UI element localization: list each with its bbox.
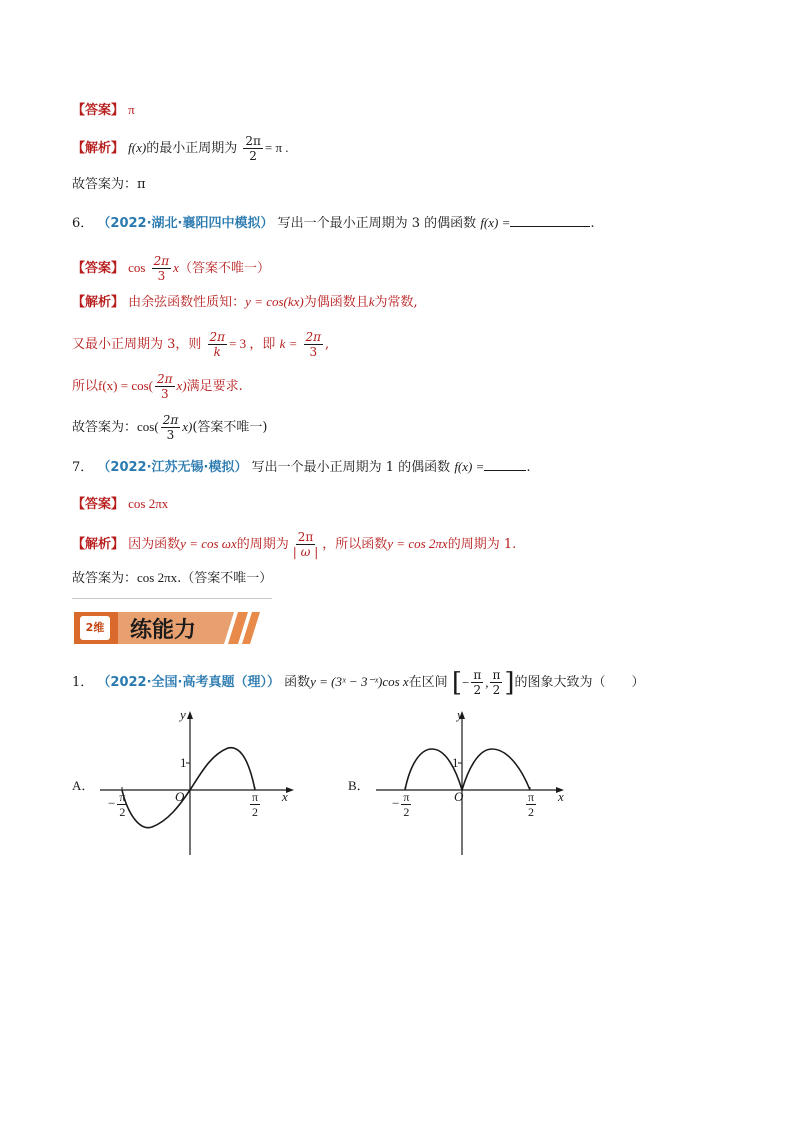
a-y-label: y	[180, 707, 186, 722]
q7-answer: cos 2πx	[128, 496, 169, 511]
p1-source: （2022·全国·高考真题（理））	[97, 675, 280, 690]
option-a-graph[interactable]	[90, 705, 310, 865]
q5-analysis-tail: = π .	[264, 140, 289, 155]
b-origin: O	[454, 789, 464, 804]
a-x-label: x	[282, 789, 288, 804]
q6-fx: f(x) =	[480, 215, 511, 230]
q7-number: 7．	[72, 460, 94, 475]
section-badge: 2维	[80, 616, 110, 640]
q5-fraction: $\frac{2\pi}{2}$	[245, 134, 261, 163]
q6-stem: 写出一个最小正周期为 3 的偶函数	[277, 216, 477, 231]
q6-stem-line: 6． （2022·湖北·襄阳四中模拟） 写出一个最小正周期为 3 的偶函数 f(x) = .	[72, 215, 595, 231]
q7-answer-line	[72, 495, 168, 514]
b-pos-tick: $\frac{\pi}{2}$	[528, 790, 535, 819]
q6-analysis-line2: 又最小正周期为 3，则 $\frac{2\pi}{k}$ = 3 ，即 k = $\frac{2\pi}{3}$ ,	[72, 330, 330, 359]
a-origin: O	[175, 789, 185, 804]
q7-stem-line: 7． （2022·江苏无锡·模拟） 写出一个最小正周期为 1 的偶函数 f(x) = .	[72, 459, 531, 475]
answer-tag: 【答案】	[72, 103, 125, 118]
analysis-tag: 【解析】	[72, 295, 125, 310]
q5-conclusion: 故答案为：π	[72, 177, 146, 192]
section-divider	[72, 598, 272, 599]
q6-analysis-line3: 所以f(x) = cos( $\frac{2\pi}{3}$ x)满足要求.	[72, 372, 243, 401]
p1-function: y = (3ˣ − 3⁻ˣ)cos x	[310, 674, 409, 689]
p1-stem-line: 1． （2022·全国·高考真题（理）） 函数y = (3ˣ − 3⁻ˣ)cos x在区间 [ − $\frac{\pi}{2}$ , $\frac{\pi}{2}$ ] 的图象大致为（ ）	[72, 667, 645, 698]
q7-conclusion: 故答案为：cos 2πx.（答案不唯一）	[72, 570, 273, 586]
section-title: 练能力	[130, 618, 197, 643]
a-one-tick: 1	[180, 755, 187, 770]
b-neg-tick: − $\frac{\pi}{2}$	[392, 790, 410, 819]
q7-analysis-line: 【解析】 因为函数y = cos ωx的周期为 $\frac{2\pi}{| \omega |}$ ，所以函数y = cos 2πx的周期为 1.	[72, 530, 517, 559]
curve-a	[122, 748, 255, 828]
q5-analysis-line	[72, 134, 289, 163]
q5-answer: π	[128, 102, 135, 117]
answer-tag: 【答案】	[72, 261, 125, 276]
q6-answer-fraction: $\frac{2\pi}{3}$	[153, 254, 170, 283]
q7-answer-blank	[484, 470, 526, 471]
analysis-tag: 【解析】	[72, 141, 125, 156]
q6-answer-blank	[510, 226, 590, 227]
q6-number: 6．	[72, 216, 94, 231]
option-a-label[interactable]: A．	[72, 778, 95, 793]
section-banner	[74, 610, 270, 646]
option-b-label[interactable]: B．	[348, 778, 370, 793]
q6-answer-line: 【答案】 cos $\frac{2\pi}{3}$ x（答案不唯一）	[72, 254, 270, 283]
q5-answer-line	[72, 101, 135, 120]
a-pos-tick: $\frac{\pi}{2}$	[252, 790, 259, 819]
b-y-label: y	[457, 707, 463, 722]
q6-analysis-line1: 【解析】 由余弦函数性质知：y = cos(kx)为偶函数且k为常数,	[72, 294, 418, 310]
curve-b	[405, 749, 530, 790]
q7-fx: f(x) =	[454, 459, 485, 474]
answer-tag: 【答案】	[72, 497, 125, 512]
q6-conclusion: 故答案为：cos( $\frac{2\pi}{3}$ x)(答案不唯一)	[72, 413, 268, 442]
p1-number: 1．	[72, 675, 94, 690]
b-x-label: x	[558, 789, 564, 804]
analysis-tag: 【解析】	[72, 537, 125, 552]
q6-source: （2022·湖北·襄阳四中模拟）	[97, 216, 274, 231]
option-b-graph[interactable]	[368, 705, 578, 865]
q7-stem: 写出一个最小正周期为 1 的偶函数	[251, 460, 451, 475]
q7-source: （2022·江苏无锡·模拟）	[97, 460, 248, 475]
p1-interval: [ − $\frac{\pi}{2}$ , $\frac{\pi}{2}$ ]	[451, 667, 515, 698]
a-neg-tick: − $\frac{\pi}{2}$	[108, 790, 126, 819]
b-one-tick: 1	[452, 755, 459, 770]
q5-fx: f(x)	[128, 140, 147, 155]
q5-analysis-text: 的最小正周期为	[146, 141, 238, 156]
